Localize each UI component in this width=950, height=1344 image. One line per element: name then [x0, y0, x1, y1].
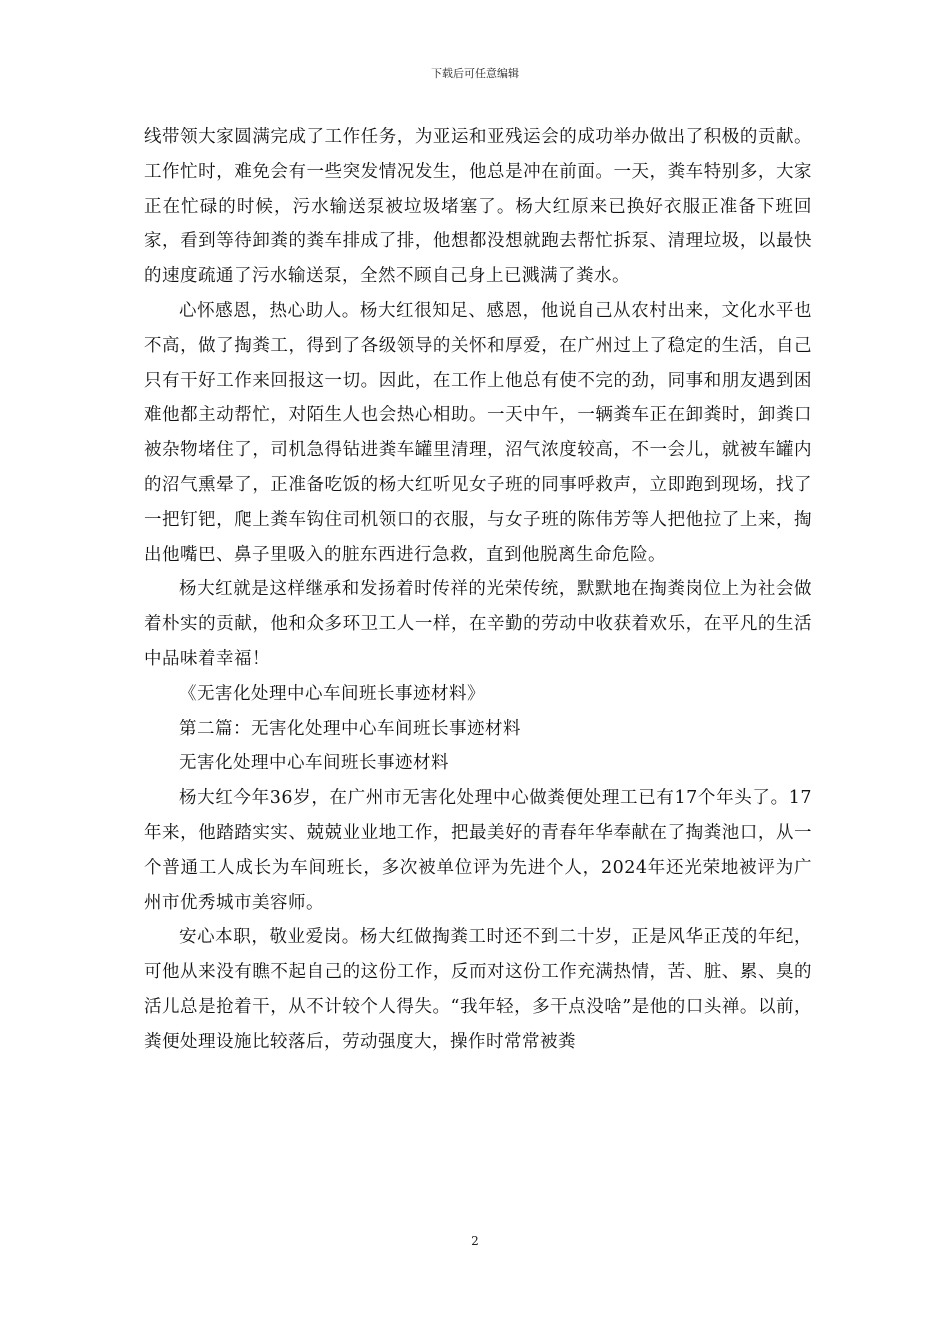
section-heading: 第二篇：无害化处理中心车间班长事迹材料	[179, 718, 521, 739]
document-body	[144, 120, 812, 1060]
paragraph-continuation: 线带领大家圆满完成了工作任务，为亚运和亚残运会的成功举办做出了积极的贡献。工作忙时，难免会有一些突发情况发生，他总是冲在前面。一天，粪车特别多，大家正在忙碌的时候，污水输送泵被垃圾堵塞了。杨大红原来已换好衣服正准备下班回家，看到等待卸粪的粪车排成了排，他想都没想就跑去帮忙拆泵、清理垃圾，以最快的速度疏通了污水输送泵，全然不顾自己身上已溅满了粪水。	[144, 127, 812, 287]
page-number: 2	[471, 1234, 479, 1248]
paragraph-gratitude: 心怀感恩，热心助人。杨大红很知足、感恩，他说自己从农村出来，文化水平也不高，做了掏粪工，得到了各级领导的关怀和厚爱，在广州过上了稳定的生活，自己只有干好工作来回报这一切。因此，在工作上他总有使不完的劲，同事和朋友遇到困难他都主动帮忙，对陌生人也会热心相助。一天中午，一辆粪车正在卸粪时，卸粪口被杂物堵住了，司机急得钻进粪车罐里清理，沼气浓度较高，不一会儿，就被车罐内的沼气熏晕了，正准备吃饭的杨大红听见女子班的同事呼救声，立即跑到现场，找了一把钉钯，爬上粪车钩住司机领口的衣服，与女子班的陈伟芳等人把他拉了上来，掏出他嘴巴、鼻子里吸入的脏东西进行急救，直到他脱离生命危险。	[144, 300, 812, 565]
section-subtitle: 无害化处理中心车间班长事迹材料	[179, 753, 449, 774]
document-title-line: 《无害化处理中心车间班长事迹材料》	[179, 683, 485, 704]
paragraph-conclusion: 杨大红就是这样继承和发扬着时传祥的光荣传统，默默地在掏粪岗位上为社会做着朴实的贡献，他和众多环卫工人一样，在辛勤的劳动中收获着欢乐，在平凡的生活中品味着幸福！	[144, 579, 812, 669]
paragraph-intro: 杨大红今年36岁，在广州市无害化处理中心做粪便处理工已有17个年头了。17年来，他踏踏实实、兢兢业业地工作，把最美好的青春年华奉献在了掏粪池口，从一个普通工人成长为车间班长，多次被单位评为先进个人，2024年还光荣地被评为广州市优秀城市美容师。	[144, 788, 812, 913]
page-header: 下载后可任意编辑	[431, 67, 519, 80]
paragraph-dedication: 安心本职，敬业爱岗。杨大红做掏粪工时还不到二十岁，正是风华正茂的年纪，可他从来没有瞧不起自己的这份工作，反而对这份工作充满热情，苦、脏、累、臭的活儿总是抢着干，从不计较个人得失。“我年轻，多干点没啥”是他的口头禅。以前，粪便处理设施比较落后，劳动强度大，操作时常常被粪	[144, 927, 812, 1052]
